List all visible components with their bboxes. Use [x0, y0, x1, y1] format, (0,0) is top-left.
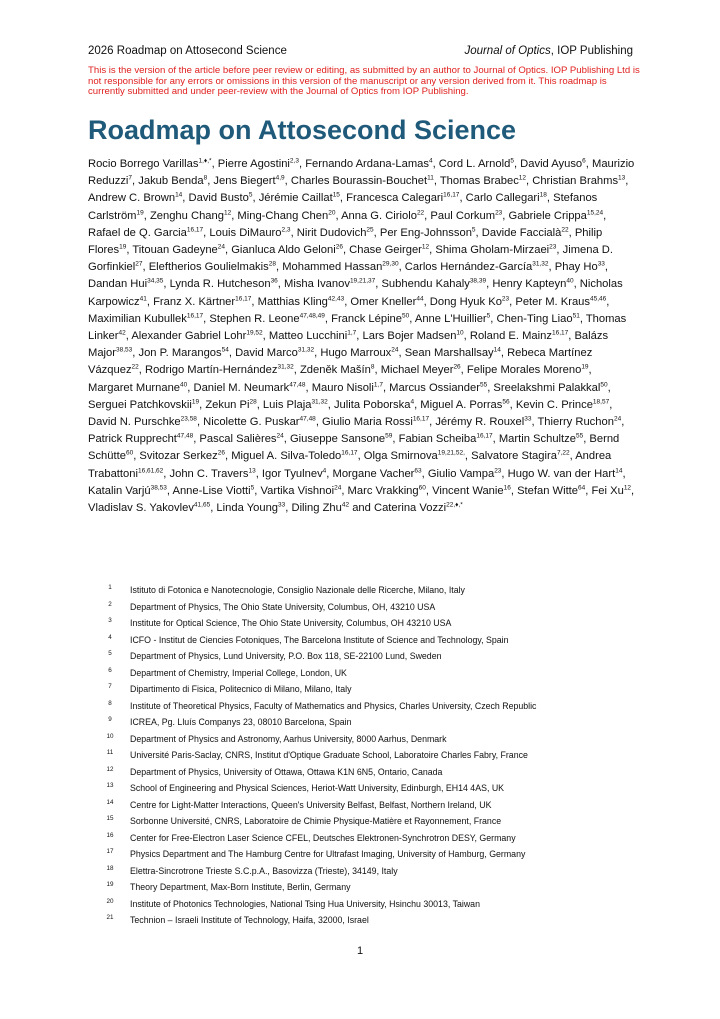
author-name: Nicholas Karpowicz — [88, 278, 623, 308]
author-name: Caterina Vozzi — [373, 502, 447, 515]
author-affiliation-marker: 12 — [623, 484, 632, 492]
affiliation-text: ICFO - Institut de Ciencies Fotoniques, The Barcelona Institute of Science and Technology, Spain — [130, 634, 509, 645]
author-name: Per Eng-Johnsson — [379, 226, 472, 239]
author-name: Eleftherios Goulielmakis — [148, 261, 269, 274]
author-name: Pierre Agostini — [217, 158, 290, 170]
affiliation-text: Physics Department and The Hamburg Centre for Ultrafast Imaging, University of Hamburg, Germany — [130, 849, 526, 859]
author-affiliation-marker: 10 — [456, 329, 464, 337]
author-affiliation-marker: 6 — [582, 157, 586, 165]
author-affiliation-marker: 26 — [453, 363, 461, 371]
author-affiliation-marker: 64 — [578, 484, 586, 492]
author-name: David Ayuso — [520, 158, 583, 170]
affiliation-text: Department of Physics, The Ohio State University, Columbus, OH, 43210 USA — [130, 601, 436, 612]
author-name: Patrick Rupprecht — [88, 433, 177, 446]
affiliation-item — [104, 881, 644, 898]
author-name: Felipe Morales Moreno — [466, 364, 582, 377]
affiliation-text: Elettra-Sincrotrone Trieste S.C.p.A., Basovizza (Trieste), 34149, Italy — [130, 865, 398, 876]
author-affiliation-marker: 47,48,49 — [299, 312, 325, 320]
author-name: Hugo Marroux — [320, 347, 392, 360]
author-name: John C. Travers — [169, 467, 249, 480]
author-affiliation-marker: 5 — [486, 312, 491, 320]
affiliation-item — [104, 848, 644, 865]
author-affiliation-marker: 24 — [334, 484, 342, 492]
author-affiliation-marker: 1,7 — [347, 329, 357, 337]
author-affiliation-marker: 22 — [131, 363, 139, 371]
author-affiliation-marker: 24 — [217, 243, 225, 251]
author-name: Giuseppe Sansone — [289, 433, 386, 446]
author-affiliation-marker: 13 — [618, 174, 626, 182]
author-name: Gianluca Aldo Geloni — [231, 244, 336, 257]
author-name: Marcus Ossiander — [389, 381, 480, 394]
author-affiliation-marker: 59 — [385, 432, 393, 440]
author-name: Davide Faccialà — [481, 226, 562, 239]
author-affiliation-marker: 54 — [221, 346, 229, 354]
affiliation-number: 14 — [106, 798, 114, 806]
author-affiliation-marker: 42 — [341, 501, 350, 509]
author-affiliation-marker: 41 — [139, 294, 147, 302]
author-affiliation-marker: 15 — [332, 191, 340, 199]
author-name: Cord L. Arnold — [438, 158, 511, 170]
author-affiliation-marker: 40 — [180, 380, 188, 388]
author-name: Thomas Linker — [88, 312, 627, 343]
author-affiliation-marker: 19 — [119, 243, 127, 251]
author-affiliation-marker: 1,♦,* — [198, 157, 212, 165]
author-affiliation-marker: 23 — [495, 208, 503, 216]
affiliation-item — [104, 700, 644, 717]
affiliation-text: Sorbonne Université, CNRS, Laboratoire de Chimie Physique-Matière et Rayonnement, France — [130, 816, 502, 826]
affiliation-number: 12 — [106, 765, 114, 773]
author-affiliation-marker: 33 — [597, 260, 605, 268]
author-name: Vincent Wanie — [432, 484, 504, 497]
author-affiliation-marker: 4 — [322, 466, 327, 474]
author-name: Carlo Callegari — [465, 192, 540, 205]
author-affiliation-marker: 47,48 — [299, 415, 316, 423]
author-affiliation-marker: 45,46 — [589, 294, 607, 302]
author-affiliation-marker: 38,39 — [469, 277, 487, 285]
affiliation-item — [104, 683, 644, 700]
author-affiliation-marker: 26 — [217, 449, 225, 457]
affiliation-item — [104, 749, 644, 766]
author-name: Phay Ho — [554, 261, 598, 274]
author-affiliation-marker: 40 — [566, 277, 574, 285]
author-affiliation-marker: 56 — [502, 398, 510, 406]
affiliation-text: Dipartimento di Fisica, Politecnico di Milano, Milano, Italy — [130, 684, 352, 694]
author-name: Rafael de Q. Garcia — [88, 226, 187, 239]
affiliation-text: Department of Physics, Lund University, P.O. Box 118, SE-22100 Lund, Sweden — [130, 651, 442, 661]
affiliation-text: Department of Physics and Astronomy, Aarhus University, 8000 Aarhus, Denmark — [130, 733, 447, 744]
author-affiliation-marker: 8 — [203, 174, 208, 182]
author-name: Daniel M. Neumark — [193, 381, 290, 394]
affiliation-number: 9 — [108, 716, 112, 723]
affiliation-number: 17 — [106, 848, 114, 855]
affiliation-number: 1 — [108, 584, 112, 591]
author-name: Louis DiMauro — [209, 226, 282, 239]
author-affiliation-marker: 23 — [494, 466, 502, 474]
affiliation-text: ICREA, Pg. Lluís Companys 23, 08010 Barcelona, Spain — [130, 717, 352, 727]
author-name: Lars Bojer Madsen — [362, 330, 457, 343]
affiliation-text: Department of Chemistry, Imperial College, London, UK — [130, 667, 347, 678]
author-affiliation-marker: 42,43 — [327, 294, 345, 302]
affiliation-item — [104, 782, 644, 799]
journal-name: Journal of Optics — [464, 45, 551, 57]
author-affiliation-marker: 44 — [416, 294, 424, 302]
author-affiliation-marker: 2,3 — [289, 157, 299, 165]
author-name: Fabian Scheiba — [398, 433, 477, 446]
author-affiliation-marker: 14 — [493, 346, 501, 354]
affiliation-item — [104, 584, 644, 601]
author-affiliation-marker: 1,7 — [373, 380, 383, 388]
affiliation-number: 8 — [108, 699, 112, 707]
publisher-name: , IOP Publishing — [550, 45, 633, 57]
author-name: Katalin Varjú — [88, 484, 151, 497]
author-affiliation-marker: 31,32 — [532, 260, 549, 268]
author-name: Chase Geirger — [349, 244, 422, 257]
author-affiliation-marker: 33 — [524, 415, 532, 423]
author-affiliation-marker: 24 — [613, 415, 622, 423]
author-name: Julita Poborska — [333, 398, 411, 411]
author-affiliation-marker: 16,17 — [551, 329, 569, 337]
author-name: Igor Tyulnev — [261, 467, 323, 480]
author-name: Roland E. Mainz — [469, 330, 552, 343]
author-affiliation-marker: 15,24 — [586, 208, 604, 216]
affiliation-number: 6 — [108, 666, 112, 674]
author-name: Fei Xu — [591, 484, 624, 497]
author-name: Nicolette G. Puskar — [203, 416, 300, 429]
author-name: Maurizio Reduzzi — [88, 158, 635, 188]
author-name: Morgane Vacher — [332, 467, 415, 480]
author-name: Anne L'Huillier — [414, 312, 487, 325]
author-name: Paul Corkum — [430, 209, 496, 222]
author-affiliation-marker: 12 — [421, 243, 430, 251]
author-affiliation-marker: 38,53 — [150, 484, 167, 492]
author-affiliation-marker: 4 — [428, 157, 433, 165]
affiliation-text: Center for Free-Electron Laser Science CFEL, Deutsches Elektronen-Synchrotron DESY, Germany — [130, 832, 516, 843]
author-affiliation-marker: 41,65 — [193, 501, 211, 509]
author-affiliation-marker: 20 — [328, 208, 336, 216]
author-affiliation-marker: 29,30 — [382, 260, 399, 268]
author-affiliation-marker: 5 — [248, 191, 253, 199]
author-affiliation-marker: 16,17 — [235, 294, 252, 302]
author-name: Shima Gholam-Mirzaei — [435, 244, 550, 257]
author-name: Stephen R. Leone — [209, 312, 300, 325]
author-name: David N. Purschke — [88, 416, 181, 429]
author-affiliation-marker: 16 — [503, 484, 511, 492]
author-affiliation-marker: 36 — [270, 277, 278, 285]
author-affiliation-marker: 60 — [418, 484, 426, 492]
affiliation-number: 7 — [108, 683, 112, 690]
author-name: Thierry Ruchon — [537, 416, 614, 429]
author-name: Margaret Murnane — [88, 381, 181, 394]
author-affiliation-marker: 16,17 — [412, 415, 430, 423]
author-affiliation-marker: 42 — [118, 329, 126, 337]
author-affiliation-marker: 31,32 — [311, 398, 328, 406]
author-affiliation-marker: 31,32 — [297, 346, 315, 354]
author-name: Salvatore Stagira — [471, 450, 557, 463]
preprint-notice: This is the version of the article before peer review or editing, as submitted by an author to Journal of Optics. IOP Publishing Ltd is not responsible for any errors or omissions in this version of the manuscript or any version derived from it. This roadmap is currently submitted and under peer-review with the Journal of Optics from IOP Publishing. — [88, 65, 640, 98]
author-name: Gabriele Crippa — [508, 209, 587, 222]
affiliation-item — [104, 733, 644, 750]
author-name: Mohammed Hassan — [282, 261, 383, 274]
header-journal — [464, 44, 633, 58]
affiliation-item — [104, 617, 644, 634]
author-affiliation-marker: 60 — [125, 449, 134, 457]
author-affiliation-marker: 47,48 — [176, 432, 194, 440]
affiliation-item — [104, 634, 644, 651]
author-name: Rocio Borrego Varillas — [88, 158, 199, 170]
author-name: Chen-Ting Liao — [496, 312, 573, 325]
header-roadmap-title: 2026 Roadmap on Attosecond Science — [88, 45, 287, 57]
affiliation-text: Institute for Optical Science, The Ohio State University, Columbus, OH 43210 USA — [130, 618, 452, 628]
author-affiliation-marker: 14 — [615, 466, 623, 474]
affiliation-item — [104, 865, 644, 882]
author-name: Christian Brahms — [532, 175, 619, 188]
author-name: Rebeca Martínez Vázquez — [88, 347, 593, 377]
author-affiliation-marker: 4,9 — [275, 174, 285, 182]
author-name: David Marco — [235, 347, 298, 360]
author-affiliation-marker: 7,22 — [556, 449, 570, 457]
author-name: Rodrigo Martín-Hernández — [145, 364, 278, 377]
author-affiliation-marker: 16,17 — [186, 226, 204, 234]
author-affiliation-marker: 24 — [391, 346, 399, 354]
author-affiliation-marker: 19 — [581, 363, 589, 371]
author-affiliation-marker: 16,17 — [476, 432, 493, 440]
author-name: Marc Vrakking — [347, 484, 419, 497]
author-name: Charles Bourassin-Bouchet — [290, 175, 428, 188]
author-name: Jimena D. Gorfinkiel — [88, 244, 613, 274]
author-name: Mauro Nisoli — [311, 381, 374, 394]
author-name: Nirit Dudovich — [296, 226, 367, 239]
author-name: Diling Zhu — [291, 502, 342, 515]
author-name: Stefanos Carlström — [88, 192, 598, 222]
author-name: Matthias Kling — [257, 295, 328, 308]
author-affiliation-marker: 55 — [575, 432, 584, 440]
author-name: Giulio Vampa — [427, 467, 495, 480]
author-affiliation-marker: 22,♦,* — [446, 501, 463, 509]
author-affiliation-marker: 23,58 — [180, 415, 197, 423]
affiliation-item — [104, 898, 644, 915]
affiliation-number: 5 — [108, 650, 112, 657]
author-name: Miguel A. Silva-Toledo — [231, 450, 342, 463]
affiliation-number: 3 — [108, 617, 112, 624]
author-affiliation-marker: 4 — [410, 398, 415, 406]
author-affiliation-marker: 31,32 — [277, 363, 294, 371]
author-affiliation-marker: 16,17 — [186, 312, 204, 320]
author-name: Bernd Schütte — [88, 433, 620, 463]
author-affiliation-marker: 14 — [175, 191, 183, 199]
author-name: Franz X. Kärtner — [153, 295, 236, 308]
author-name: Zenghu Chang — [149, 209, 224, 222]
author-name: Zekun Pi — [205, 398, 250, 411]
affiliation-item — [104, 914, 644, 931]
author-name: Zdeněk Mašín — [299, 364, 371, 377]
author-affiliation-marker: 2,3 — [281, 226, 291, 234]
affiliation-item — [104, 815, 644, 832]
affiliation-text: Department of Physics, University of Ottawa, Ottawa K1N 6N5, Ontario, Canada — [130, 766, 443, 777]
author-affiliation-marker: 19,21,37 — [349, 277, 376, 285]
affiliation-number: 15 — [106, 815, 114, 822]
author-name: Lynda R. Hutcheson — [169, 278, 271, 291]
author-name: Henry Kapteyn — [492, 278, 567, 291]
author-name: Dong Hyuk Ko — [429, 295, 502, 308]
author-name: Hugo W. van der Hart — [507, 467, 616, 480]
affiliation-number: 19 — [106, 881, 114, 888]
author-name: Pascal Salières — [199, 433, 277, 446]
author-name: Miguel A. Porras — [420, 398, 503, 411]
author-name: Jakub Benda — [138, 175, 204, 188]
author-affiliation-marker: 18 — [539, 191, 547, 199]
author-name: Omer Kneller — [350, 295, 417, 308]
author-affiliation-marker: 28 — [249, 398, 257, 406]
author-name: Vladislav S. Yakovlev — [88, 502, 194, 515]
author-affiliation-marker: 18,57 — [592, 398, 610, 406]
author-affiliation-marker: 28 — [268, 260, 276, 268]
author-name: Jens Biegert — [213, 175, 276, 188]
author-name: Linda Young — [216, 502, 279, 515]
author-name: Jérémy R. Rouxel — [435, 416, 525, 429]
author-affiliation-marker: 24 — [276, 432, 284, 440]
author-name: Svitozar Serkez — [139, 450, 218, 463]
author-affiliation-marker: 63 — [414, 466, 422, 474]
affiliation-text: Université Paris-Saclay, CNRS, Institut d'Optique Graduate School, Laboratoire Charles Fabry, France — [130, 750, 528, 760]
author-name: Francesca Calegari — [346, 192, 444, 205]
affiliation-text: School of Engineering and Physical Sciences, Heriot-Watt University, Edinburgh, EH14 4AS, UK — [130, 783, 505, 793]
affiliation-number: 13 — [106, 782, 114, 789]
affiliation-number: 11 — [106, 749, 114, 756]
affiliation-item — [104, 716, 644, 733]
author-name: Luis Plaja — [262, 398, 312, 411]
author-name: Ming-Chang Chen — [237, 209, 329, 222]
author-affiliation-marker: 50 — [402, 312, 410, 320]
author-name: Serguei Patchkovskii — [88, 398, 192, 411]
author-name: Balázs Major — [88, 330, 609, 360]
author-affiliation-marker: 23 — [501, 294, 510, 302]
author-name: Carlos Hernández-García — [404, 261, 533, 274]
affiliation-list — [104, 584, 644, 931]
paper-title: Roadmap on Attosecond Science — [88, 115, 517, 145]
author-affiliation-marker: 23 — [549, 243, 557, 251]
author-affiliation-marker: 5 — [471, 226, 476, 234]
author-list: Rocio Borrego Varillas$^{1,♦,*}$, Pierre Agostini$^{2,3}$, Fernando Ardana-Lamas$^4$, Cord L. Arnold$^5$, David Ayuso$^6$, Maurizio Reduzzi$^7$, Jakub Benda$^8$, Jens Biegert$^{4,9}$, Charles Bourassin-Bouchet$^{11}$, Thomas Brabec$^{12}$, Christian Brahms$^{13}$, Andrew C. Brown$^{14}$, David Busto$^5$, Jérémie Caillat$^{15}$, Francesca Calegari$^{16,17}$, Carlo Callegari$^{18}$, Stefanos Carlström$^{19}$, Zenghu Chang$^{12}$, Ming-Chang Chen$^{20}$, Anna G. Ciriolo$^{22}$, Paul Corkum$^{23}$, Gabriele Crippa$^{15,24}$, Rafael de Q. Garcia$^{16,17}$, Louis DiMauro$^{2,3}$, Nirit Dudovich$^{25}$, Per Eng-Johnsson$^5$, Davide Faccialà$^{22}$, Philip Flores$^{19}$, Titouan Gadeyne$^{24}$, Gianluca Aldo Geloni$^{26}$, Chase Geirger$^{12}$, Shima Gholam-Mirzaei$^{23}$, Jimena D. Gorfinkiel$^{27}$, Eleftherios Goulielmakis$^{28}$, Mohammed Hassan$^{29,30}$, Carlos Hernández-García$^{31,32}$, Phay Ho$^{33}$, Dandan Hui$^{34,35}$, Lynda R. Hutcheson$^{36}$, Misha Ivanov$^{19,21,37}$, Subhendu Kahaly$^{38,39}$, Henry Kapteyn$^{40}$, Nicholas Karpowicz$^{41}$, Franz X. Kärtner$^{16,17}$, Matthias Kling$^{42,43}$, Omer Kneller$^{44}$, Dong Hyuk Ko$^{23}$, Peter M. Kraus$^{45,46}$, Maximilian Kubullek$^{16,17}$, Stephen R. Leone$^{47,48,49}$, Franck Lépine$^{50}$, Anne L'Huillier$^5$, Chen-Ting Liao$^{51}$, Thomas Linker$^{42}$, Alexander Gabriel Lohr$^{19,52}$, Matteo Lucchini$^{1,7}$, Lars Bojer Madsen$^{10}$, Roland E. Mainz$^{16,17}$, Balázs Major$^{38,53}$, Jon P. Marangos$^{54}$, David Marco$^{31,32}$, Hugo Marroux$^{24}$, Sean Marshallsay$^{14}$, Rebeca Martínez Vázquez$^{22}$, Rodrigo Martín-Hernández$^{31,32}$, Zdeněk Mašín$^8$, Michael Meyer$^{26}$, Felipe Morales Moreno$^{19}$, Margaret Murnane$^{40}$, Daniel M. Neumark$^{47,48}$, Mauro Nisoli$^{1,7}$, Marcus Ossiander$^{55}$, Sreelakshmi Palakkal$^{50}$, Serguei Patchkovskii$^{19}$, Zekun Pi$^{28}$, Luis Plaja$^{31,32}$, Julita Poborska$^4$, Miguel A. Porras$^{56}$, Kevin C. Prince$^{18,57}$, David N. Purschke$^{23,58}$, Nicolette G. Puskar$^{47,48}$, Giulio Maria Rossi$^{16,17}$, Jérémy R. Rouxel$^{33}$, Thierry Ruchon$^{24}$, Patrick Rupprecht$^{47,48}$, Pascal Salières$^{24}$, Giuseppe Sansone$^{59}$, Fabian Scheiba$^{16,17}$, Martin Schultze$^{55}$, Bernd Schütte$^{60}$, Svitozar Serkez$^{26}$, Miguel A. Silva-Toledo$^{16,17}$, Olga Smirnova$^{19,21,52,}$, Salvatore Stagira$^{7,22}$, Andrea Trabattoni$^{16,61,62}$, John C. Travers$^{13}$, Igor Tyulnev$^4$, Morgane Vacher$^{63}$, Giulio Vampa$^{23}$, Hugo W. van der Hart$^{14}$, Katalin Varjú$^{38,53}$, Anne-Lise Viotti$^5$, Vartika Vishnoi$^{24}$, Marc Vrakking$^{60}$, Vincent Wanie$^{16}$, Stefan Witte$^{64}$, Fei Xu$^{12}$, Vladislav S. Yakovlev$^{41,65}$, Linda Young$^{33}$, Diling Zhu$^{42}$ and Caterina Vozzi$^{22,♦,*}$ — [88, 157, 635, 515]
author-name: Dandan Hui — [88, 278, 148, 291]
author-affiliation-marker: 26 — [335, 243, 343, 251]
author-name: Titouan Gadeyne — [132, 244, 218, 257]
affiliation-text: Istituto di Fotonica e Nanotecnologie, Consiglio Nazionale delle Ricerche, Milano, Italy — [130, 585, 465, 595]
affiliation-item — [104, 667, 644, 684]
author-name: Anna G. Ciriolo — [341, 209, 417, 222]
author-name: Michael Meyer — [380, 364, 454, 377]
author-affiliation-marker: 19,21,52, — [437, 449, 465, 457]
page-number: 1 — [356, 945, 364, 957]
author-name: Misha Ivanov — [284, 278, 350, 291]
author-affiliation-marker: 19 — [191, 398, 200, 406]
author-affiliation-marker: 13 — [248, 466, 256, 474]
affiliation-text: Theory Department, Max-Born Institute, Berlin, Germany — [130, 882, 351, 892]
author-affiliation-marker: 55 — [479, 380, 488, 388]
affiliation-number: 2 — [108, 600, 112, 608]
author-name: Olga Smirnova — [363, 450, 438, 463]
author-name: Martin Schultze — [498, 433, 576, 446]
author-affiliation-marker: 47,48 — [289, 380, 306, 388]
author-affiliation-marker: 5 — [510, 157, 514, 165]
author-affiliation-marker: 16,17 — [443, 191, 460, 199]
author-name: Andrew C. Brown — [88, 192, 176, 205]
affiliation-item — [104, 799, 644, 816]
author-affiliation-marker: 19 — [136, 208, 144, 216]
author-name: Sean Marshallsay — [404, 347, 494, 360]
affiliation-item — [104, 650, 644, 667]
author-affiliation-marker: 5 — [250, 484, 255, 492]
author-name: Franck Lépine — [331, 312, 403, 325]
affiliation-text: Institute of Photonics Technologies, National Tsing Hua University, Hsinchu 30013, Taiwan — [130, 898, 480, 909]
affiliation-number: 4 — [108, 633, 112, 641]
author-affiliation-marker: 8 — [370, 363, 375, 371]
author-name: Giulio Maria Rossi — [322, 416, 413, 429]
author-affiliation-marker: 51 — [572, 312, 580, 320]
author-name: Jérémie Caillat — [258, 192, 333, 205]
affiliation-number: 16 — [106, 831, 114, 839]
affiliation-number: 18 — [106, 864, 114, 872]
affiliation-item — [104, 766, 644, 783]
author-name: Peter M. Kraus — [515, 295, 590, 308]
author-affiliation-marker: 38,53 — [115, 346, 133, 354]
affiliation-number: 10 — [106, 732, 114, 740]
author-affiliation-marker: 34,35 — [147, 277, 164, 285]
author-name: Fernando Ardana-Lamas — [305, 158, 429, 170]
author-name: David Busto — [188, 192, 249, 205]
author-affiliation-marker: 16,61,62 — [137, 466, 164, 474]
affiliation-number: 21 — [106, 914, 114, 921]
author-name: Subhendu Kahaly — [381, 278, 470, 291]
affiliation-number: 20 — [106, 897, 114, 905]
author-name: Philip Flores — [88, 226, 603, 257]
author-affiliation-marker: 33 — [278, 501, 286, 509]
author-affiliation-marker: 27 — [135, 260, 143, 268]
author-name: Kevin C. Prince — [515, 398, 593, 411]
author-name: Jon P. Marangos — [138, 347, 222, 360]
author-name: Anne-Lise Viotti — [172, 484, 251, 497]
author-name: Vartika Vishnoi — [260, 484, 335, 497]
affiliation-item — [104, 601, 644, 618]
author-affiliation-marker: 25 — [366, 226, 374, 234]
author-name: Maximilian Kubullek — [88, 312, 187, 325]
author-name: Stefan Witte — [517, 484, 579, 497]
author-name: Alexander Gabriel Lohr — [131, 330, 247, 343]
author-affiliation-marker: 12 — [518, 174, 527, 182]
affiliation-text: Technion – Israeli Institute of Technology, Haifa, 32000, Israel — [130, 915, 369, 925]
author-name: Sreelakshmi Palakkal — [493, 381, 601, 394]
author-affiliation-marker: 12 — [223, 208, 232, 216]
author-affiliation-marker: 22 — [561, 226, 569, 234]
author-name: Andrea Trabattoni — [88, 450, 612, 480]
affiliation-text: Centre for Light-Matter Interactions, Queen's University Belfast, Belfast, Northern Ireland, UK — [130, 799, 492, 810]
affiliation-text: Institute of Theoretical Physics, Faculty of Mathematics and Physics, Charles University, Czech Republic — [130, 700, 537, 711]
author-affiliation-marker: 11 — [427, 174, 434, 182]
author-affiliation-marker: 22 — [416, 208, 425, 216]
author-affiliation-marker: 19,52 — [246, 329, 263, 337]
author-affiliation-marker: 7 — [128, 174, 133, 182]
author-affiliation-marker: 16,17 — [341, 449, 358, 457]
author-affiliation-marker: 50 — [600, 380, 608, 388]
author-name: Matteo Lucchini — [268, 330, 348, 343]
author-name: Thomas Brabec — [439, 175, 519, 188]
affiliation-item — [104, 832, 644, 849]
